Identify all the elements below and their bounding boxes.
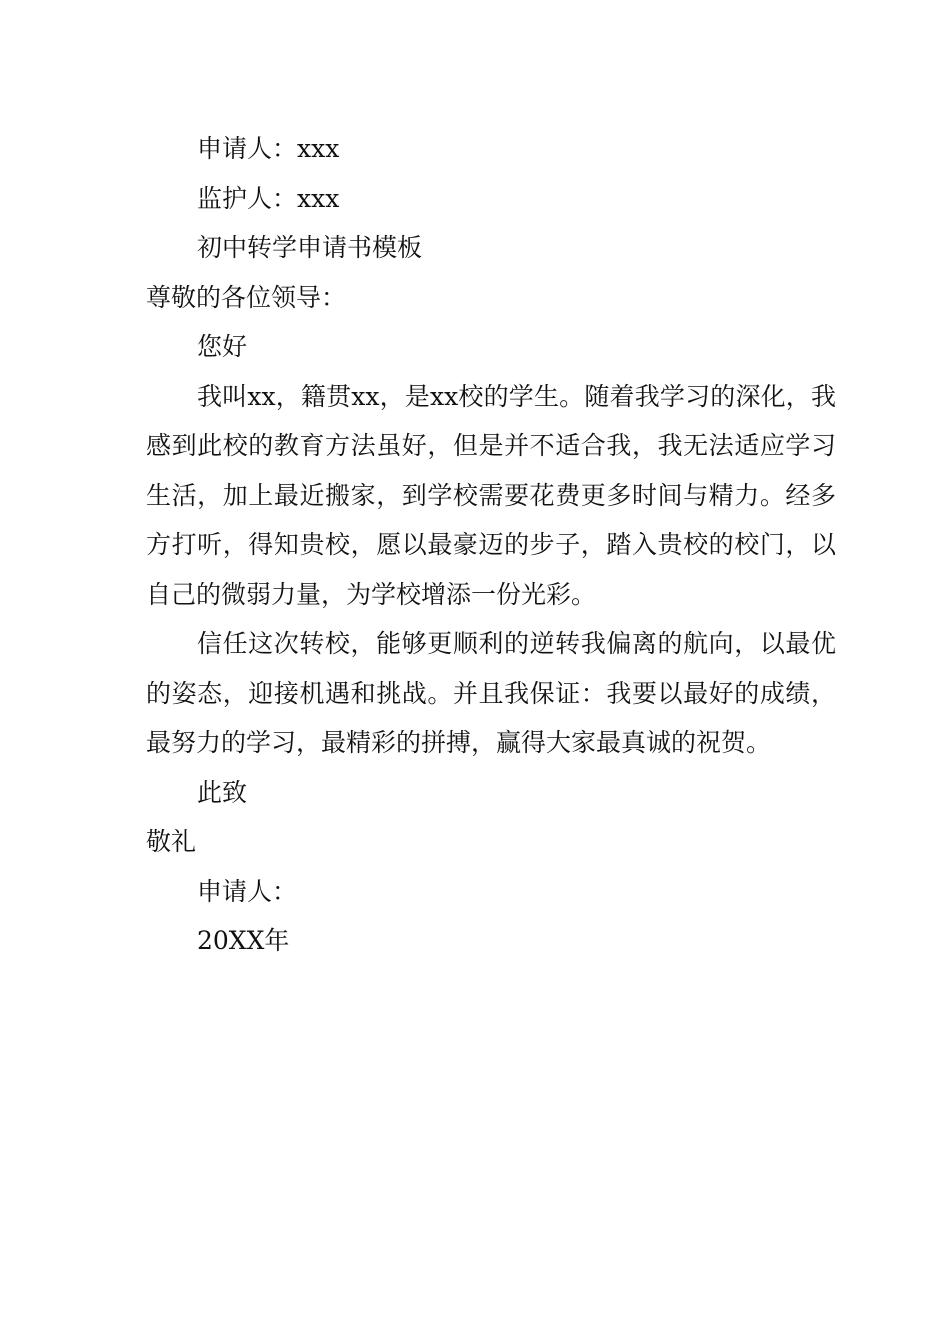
closing-line-1: 此致: [197, 777, 248, 807]
salutation: 尊敬的各位领导：: [146, 282, 347, 312]
body-paragraph-1: 我叫xx，籍贯xx，是xx校的学生。随着我学习的深化，我感到此校的教育方法虽好，但是并不适合我，我无法适应学习生活，加上最近搬家，到学校需要花费更多时间与精力。经多方打听，得知贵校，愿以最豪迈的步子，踏入贵校的校门，以自己的微弱力量，为学校增添一份光彩。: [146, 381, 836, 609]
guardian-line: 监护人：xxx: [197, 183, 340, 213]
greeting: 您好: [197, 332, 248, 361]
closing-line-2: 敬礼: [146, 827, 197, 856]
date-line: 20XX年: [197, 926, 290, 955]
template-title: 初中转学申请书模板: [197, 233, 423, 262]
letter-body: [146, 124, 836, 966]
body-paragraph-2: 信任这次转校，能够更顺利的逆转我偏离的航向，以最优的姿态，迎接机遇和挑战。并且我保证：我要以最好的成绩，最努力的学习，最精彩的拼搏，赢得大家最真诚的祝贺。: [146, 629, 836, 757]
applicant-line-bottom: 申请人：: [197, 876, 298, 906]
applicant-line-top: 申请人：xxx: [197, 134, 340, 163]
